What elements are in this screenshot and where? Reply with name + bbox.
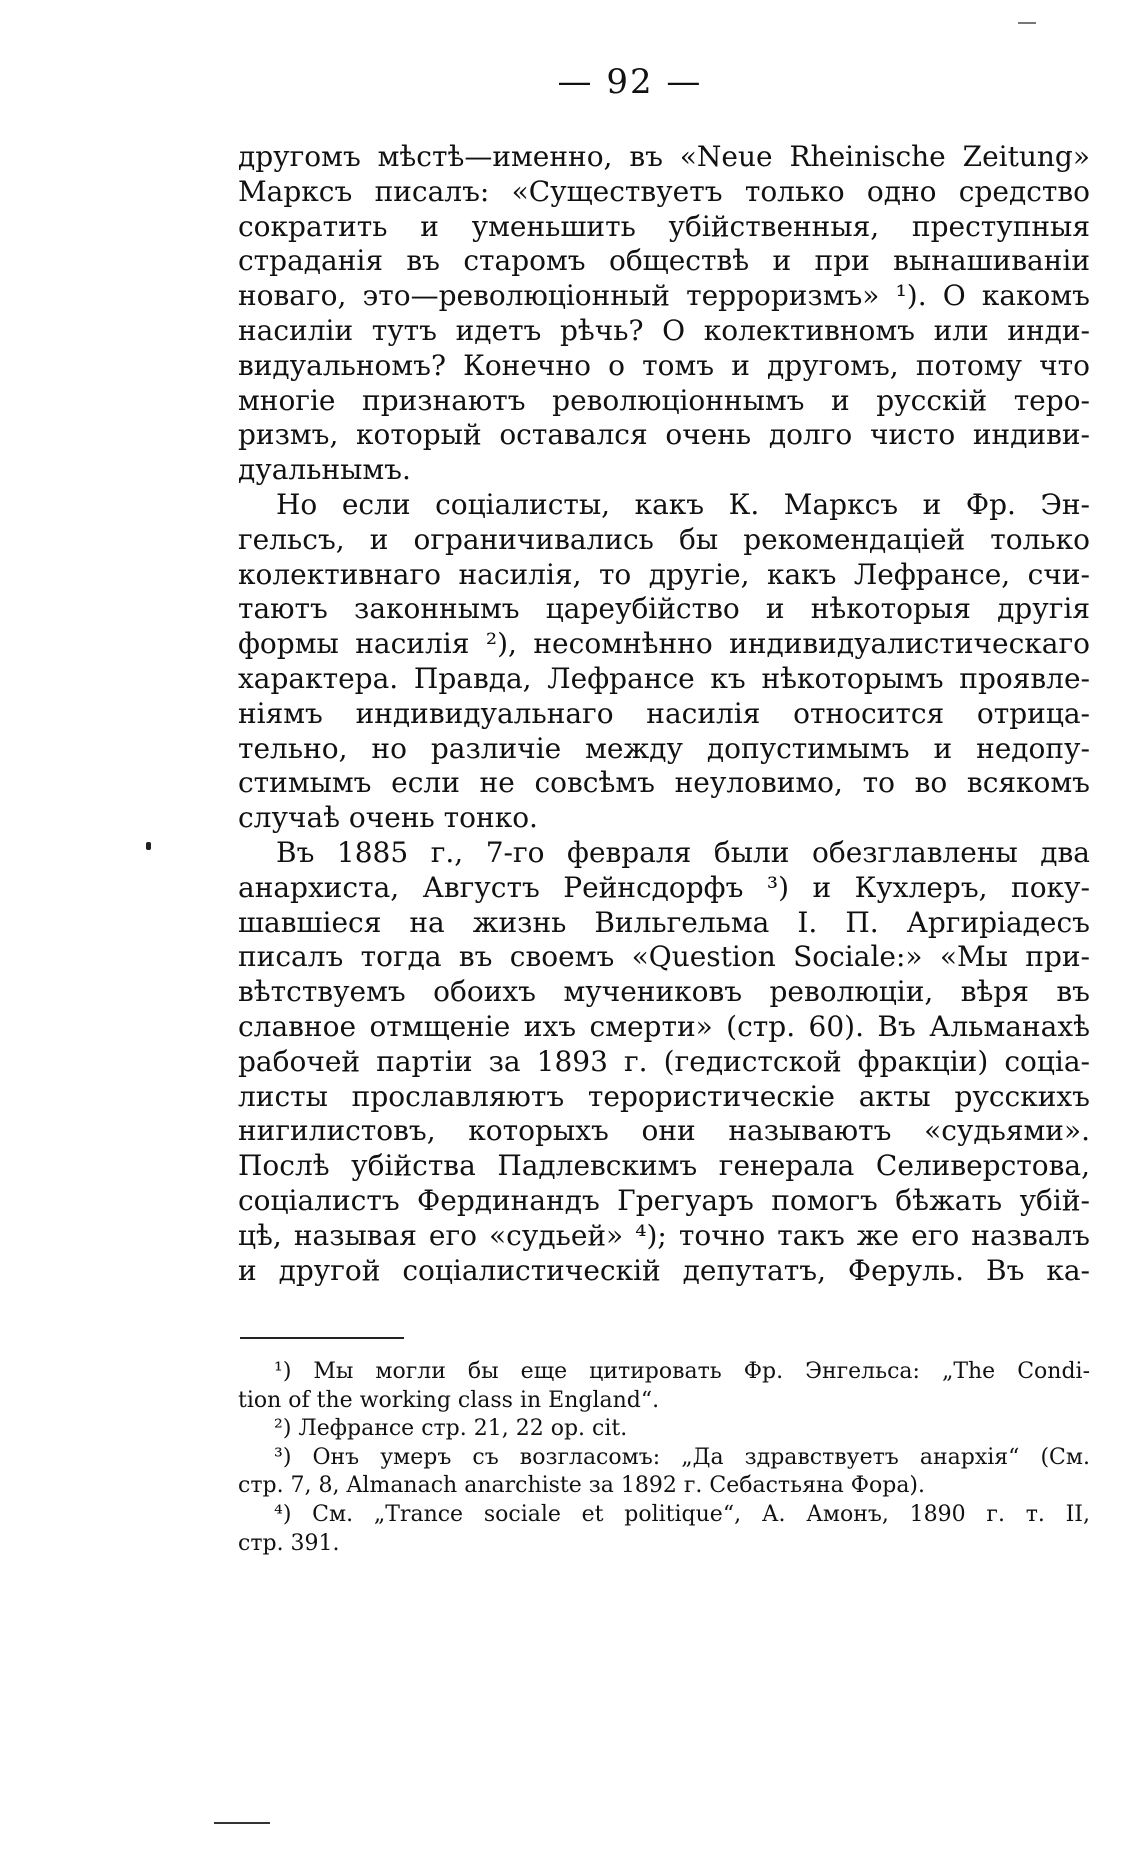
text-line: колективнаго насилія, то другіе, какъ Лефрансе, счи-: [238, 557, 1090, 591]
text-line: ризмъ, который оставался очень долго чисто индиви-: [238, 418, 1090, 452]
text-line: страданія въ старомъ обществѣ и при вынашиваніи: [238, 244, 1090, 278]
text-line: характера. Правда, Лефрансе къ нѣкоторымъ проявле-: [238, 661, 1090, 695]
text-line: новаго, это—революціонный терроризмъ» ¹). О какомъ: [238, 279, 1090, 313]
text-line: нигилистовъ, которыхъ они называютъ «судьями».: [238, 1114, 1090, 1148]
text-line: ніямъ индивидуальнаго насилія относится отрица-: [238, 696, 1090, 730]
footnote-separator: [240, 1337, 404, 1339]
scan-mark: [1018, 22, 1036, 24]
text-line: соціалистъ Фердинандъ Грегуаръ помогъ бѣжать убій-: [238, 1183, 1090, 1217]
text-line: насиліи тутъ идетъ рѣчь? О колективномъ или инди-: [238, 313, 1090, 347]
text-line: Но если соціалисты, какъ К. Марксъ и Фр. Эн-: [276, 487, 1090, 521]
footnotes: [238, 1358, 1090, 1558]
page-bottom-mark: [214, 1822, 270, 1824]
text-line: шавшіеся на жизнь Вильгельма I. П. Аргиріадесъ: [238, 905, 1090, 939]
text-line: Въ 1885 г., 7-го февраля были обезглавлены два: [276, 835, 1090, 869]
text-line: анархиста, Августъ Рейнсдорфъ ³) и Кухлеръ, поку-: [238, 870, 1090, 904]
footnote-line: ⁴) См. „Trance sociale et politique“, А. Амонъ, 1890 г. т. II,: [274, 1501, 1090, 1527]
text-line: листы прославляютъ терористическіе акты русскихъ: [238, 1079, 1090, 1113]
text-line: сократить и уменьшить убійственныя, преступныя: [238, 209, 1090, 243]
text-line: рабочей партіи за 1893 г. (гедистской фракціи) соціа-: [238, 1044, 1090, 1078]
footnote-line: ¹) Мы могли бы еще цитировать Фр. Энгельса: „The Condi-: [274, 1359, 1090, 1384]
text-line: дуальнымъ.: [238, 453, 411, 487]
margin-mark: [146, 842, 151, 850]
footnote-line: ³) Онъ умеръ съ возгласомъ: „Да здравствуетъ анархія“ (См.: [274, 1444, 1090, 1470]
text-line: славное отмщеніе ихъ смерти» (стр. 60). Въ Альманахѣ: [238, 1009, 1090, 1043]
text-line: вѣтствуемъ обоихъ мучениковъ революціи, вѣря въ: [238, 975, 1090, 1009]
text-line: писалъ тогда въ своемъ «Question Sociale:» «Мы при-: [238, 940, 1090, 974]
footnote-line: ²) Лефрансе стр. 21, 22 op. cit.: [274, 1416, 628, 1442]
text-line: многіе признаютъ революціоннымъ и русскій теро-: [238, 383, 1090, 417]
page-number: — 92 —: [557, 62, 703, 102]
text-line: и другой соціалистическій депутатъ, Феруль. Въ ка-: [238, 1253, 1090, 1287]
text-line: Послѣ убійства Падлевскимъ генерала Селиверстова,: [238, 1149, 1090, 1183]
text-line: тельно, но различіе между допустимымъ и недопу-: [238, 731, 1090, 765]
text-line: стимымъ если не совсѣмъ неуловимо, то во всякомъ: [238, 766, 1090, 800]
text-line: случаѣ очень тонко.: [238, 801, 538, 835]
text-line: гельсъ, и ограничивались бы рекомендаціей только: [238, 522, 1090, 556]
footnote-line: tion of the working class in England“.: [238, 1387, 660, 1413]
text-line: Марксъ писалъ: «Существуетъ только одно средство: [238, 174, 1090, 208]
text-line: другомъ мѣстѣ—именно, въ «Neue Rheinische Zeitung»: [238, 140, 1090, 173]
text-line: формы насилія ²), несомнѣнно индивидуалистическаго: [238, 627, 1090, 661]
text-line: видуальномъ? Конечно о томъ и другомъ, потому что: [238, 348, 1090, 382]
footnote-line: стр. 7, 8, Almanach anarchiste за 1892 г. Себастьяна Фора).: [238, 1473, 926, 1499]
text-line: таютъ законнымъ цареубійство и нѣкоторыя другія: [238, 592, 1090, 626]
text-line: цѣ, называя его «судьей» ⁴); точно такъ же его назвалъ: [238, 1218, 1090, 1252]
footnote-line: стр. 391.: [238, 1530, 340, 1556]
body-text: [238, 140, 1090, 1288]
